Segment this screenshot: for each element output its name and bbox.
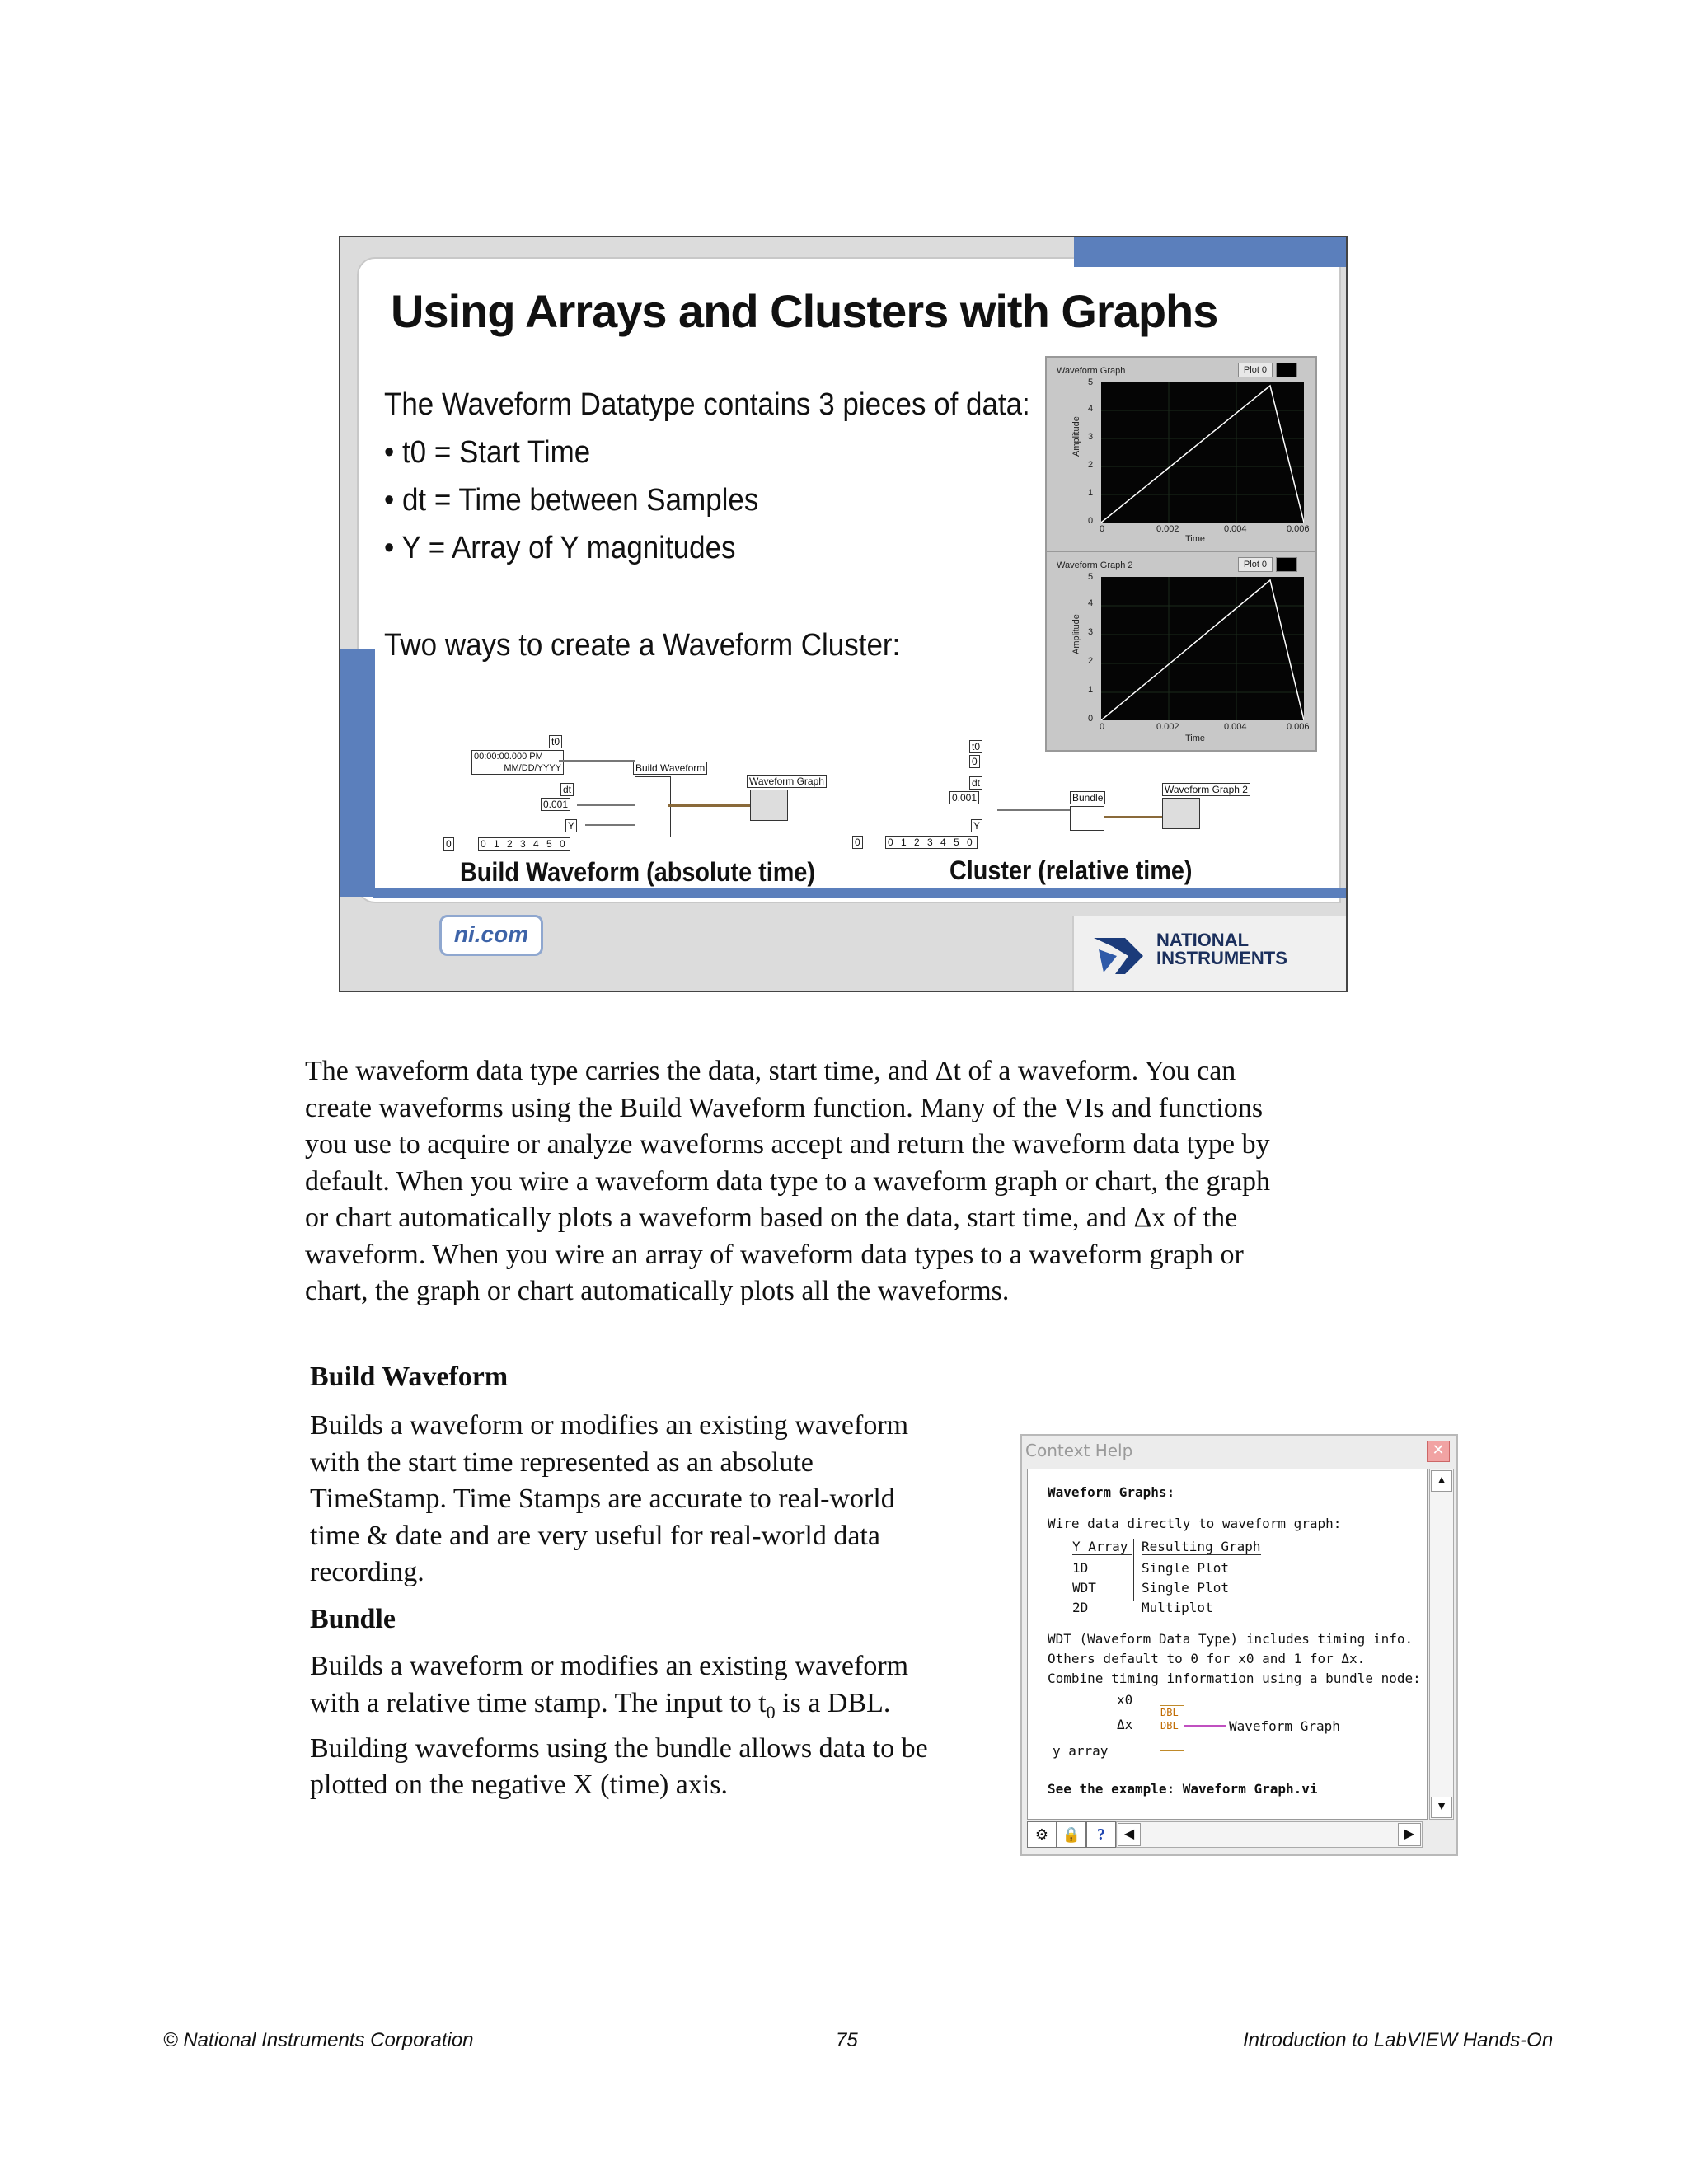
ni-logo-line1: NATIONAL — [1156, 930, 1250, 950]
table-divider — [1133, 1539, 1134, 1601]
paragraph-line: time & date and are very useful for real-world data — [310, 1520, 880, 1551]
yarray-label: y array — [1053, 1743, 1109, 1759]
paragraph-line: create waveforms using the Build Waveform function. Many of the VIs and functions — [305, 1092, 1264, 1123]
slide-accent-bottom — [373, 888, 1348, 898]
build-waveform-description — [310, 1408, 908, 1591]
wire — [585, 824, 635, 826]
bundle-heading: Bundle — [310, 1604, 396, 1634]
help-text: Combine timing information using a bundle node: — [1048, 1671, 1421, 1686]
waveform-graph-1 — [1045, 356, 1317, 552]
close-icon: ✕ — [1432, 1441, 1445, 1459]
x-tick: 0.002 — [1156, 524, 1179, 534]
plot-legend-swatch — [1276, 363, 1297, 377]
bundle-icon — [1160, 1705, 1184, 1751]
paragraph-text: is a DBL. — [775, 1687, 891, 1718]
plot-legend-swatch — [1276, 557, 1297, 572]
timestamp-format: MM/DD/YYYY — [504, 763, 561, 773]
paragraph-text: with a relative time stamp. The input to t — [310, 1687, 767, 1718]
paragraph-line: The waveform data type carries the data, start time, and Δt of a waveform. You can — [305, 1056, 1236, 1086]
graph-title: Waveform Graph — [1057, 366, 1126, 376]
vertical-scrollbar[interactable] — [1429, 1469, 1454, 1820]
paragraph-line: with the start time represented as an absolute — [310, 1446, 814, 1478]
wire — [997, 809, 1070, 811]
dt-value: 0.001 — [950, 791, 979, 804]
y-tick: 1 — [1088, 685, 1094, 695]
y-axis-label: Amplitude — [1071, 614, 1081, 654]
x-axis-label: Time — [1185, 733, 1206, 743]
plot-legend: Plot 0 — [1238, 363, 1273, 377]
ni-logo-line2: INSTRUMENTS — [1156, 948, 1287, 968]
slide-bullet: • Y = Array of Y magnitudes — [384, 531, 736, 565]
build-waveform-diagram — [437, 725, 849, 865]
help-text: WDT (Waveform Data Type) includes timing info. — [1048, 1631, 1414, 1647]
paragraph-line: chart, the graph or chart automatically plots all the waveforms. — [305, 1276, 1010, 1306]
dx-label: Δx — [1117, 1717, 1133, 1732]
y-tick: 2 — [1088, 656, 1094, 666]
subscript: 0 — [766, 1701, 776, 1722]
dt-label: dt — [969, 776, 982, 790]
build-waveform-node — [635, 776, 671, 837]
slide-title: Using Arrays and Clusters with Graphs — [391, 285, 1218, 337]
y-array: 0 1 2 3 4 5 0 — [478, 837, 570, 851]
table-cell: 1D — [1072, 1560, 1089, 1576]
ni-eagle-icon — [1092, 931, 1150, 981]
waveform-graph-2 — [1045, 551, 1317, 752]
timestamp-control — [471, 750, 564, 775]
close-button[interactable] — [1427, 1441, 1450, 1462]
timestamp-value: 00:00:00.000 PM — [474, 752, 543, 762]
table-cell: Single Plot — [1142, 1580, 1229, 1596]
bundle-description — [310, 1648, 928, 1804]
x-axis-label: Time — [1185, 534, 1206, 544]
plot-line — [1101, 382, 1304, 523]
y-tick: 4 — [1088, 404, 1094, 414]
paragraph-line: TimeStamp. Time Stamps are accurate to real-world — [310, 1483, 895, 1514]
wire — [668, 804, 750, 807]
waveform-graph-2-terminal — [1162, 798, 1200, 829]
x-tick: 0 — [1100, 524, 1105, 534]
x0-label: x0 — [1117, 1692, 1133, 1708]
plot-legend: Plot 0 — [1238, 557, 1273, 572]
wire — [577, 804, 635, 806]
wire — [559, 760, 635, 762]
dt-label: dt — [560, 783, 574, 796]
paragraph-line: default. When you wire a waveform data type to a waveform graph or chart, the graph — [305, 1165, 1270, 1197]
footer-right: Introduction to LabVIEW Hands-On — [1243, 2029, 1554, 2051]
build-waveform-heading: Build Waveform — [310, 1361, 509, 1392]
nicom-badge: ni.com — [439, 915, 543, 956]
table-cell: Multiplot — [1142, 1600, 1213, 1615]
x-tick: 0.002 — [1156, 722, 1179, 732]
table-header: Y Array — [1072, 1539, 1132, 1555]
dt-value: 0.001 — [541, 798, 570, 811]
x-tick: 0 — [1100, 722, 1105, 732]
x-tick: 0.006 — [1287, 722, 1310, 732]
ni-logo-text — [1156, 931, 1287, 968]
waveform-graph-label: Waveform Graph — [747, 775, 827, 788]
y-tick: 5 — [1088, 572, 1094, 582]
dbl-tag: DBL — [1160, 1720, 1179, 1732]
paragraph-line: Building waveforms using the bundle allows data to be — [310, 1732, 928, 1764]
y-tick: 0 — [1088, 516, 1094, 526]
page-number: 75 — [836, 2029, 858, 2051]
graph-title: Waveform Graph 2 — [1057, 560, 1133, 570]
array-index: 0 — [443, 837, 454, 851]
table-cell: WDT — [1072, 1580, 1096, 1596]
slide-bullet: • dt = Time between Samples — [384, 483, 759, 518]
y-tick: 0 — [1088, 714, 1094, 724]
intro-paragraph — [305, 1053, 1270, 1310]
y-tick: 5 — [1088, 377, 1094, 387]
plot-area — [1101, 382, 1304, 523]
paragraph-line: plotted on the negative X (time) axis. — [310, 1769, 729, 1801]
help-text: Others default to 0 for x0 and 1 for Δx. — [1048, 1651, 1366, 1666]
example-link[interactable]: See the example: Waveform Graph.vi — [1048, 1781, 1318, 1797]
paragraph-line: Builds a waveform or modifies an existing waveform — [310, 1410, 909, 1441]
slide-accent-top — [1074, 237, 1346, 267]
bundle-diagram — [849, 733, 1278, 865]
slide-bullet: • t0 = Start Time — [384, 435, 591, 470]
t0-value: 0 — [969, 755, 980, 768]
waveform-graph-2-label: Waveform Graph 2 — [1162, 783, 1250, 796]
lock-icon[interactable]: ⚙ — [1027, 1821, 1057, 1848]
context-help-content — [1027, 1469, 1428, 1820]
x-tick: 0.004 — [1224, 722, 1247, 732]
footer-left: © National Instruments Corporation — [163, 2029, 474, 2051]
y-tick: 2 — [1088, 460, 1094, 470]
y-label: Y — [971, 819, 982, 832]
y-label: Y — [565, 819, 577, 832]
scroll-right-icon[interactable]: ▶ — [1398, 1823, 1421, 1846]
y-axis-label: Amplitude — [1071, 416, 1081, 457]
paragraph-line: Builds a waveform or modifies an existing waveform — [310, 1651, 909, 1681]
table-cell: 2D — [1072, 1600, 1089, 1615]
caption-cluster: Cluster (relative time) — [950, 855, 1193, 885]
x-tick: 0.006 — [1287, 524, 1310, 534]
scroll-up-icon[interactable]: ▲ — [1431, 1470, 1452, 1492]
padlock-icon[interactable]: 🔒 — [1057, 1821, 1086, 1848]
y-array: 0 1 2 3 4 5 0 — [885, 836, 978, 849]
horizontal-scrollbar[interactable] — [1116, 1821, 1423, 1848]
y-tick: 3 — [1088, 432, 1094, 442]
scroll-down-icon[interactable]: ▼ — [1431, 1797, 1452, 1818]
caption-build-waveform: Build Waveform (absolute time) — [460, 857, 815, 887]
graph-label: Waveform Graph — [1229, 1718, 1340, 1734]
y-tick: 1 — [1088, 488, 1094, 498]
dbl-tag: DBL — [1160, 1707, 1179, 1718]
bundle-node — [1070, 806, 1104, 831]
y-tick: 3 — [1088, 627, 1094, 637]
t0-label: t0 — [549, 735, 562, 748]
slide-two-ways: Two ways to create a Waveform Cluster: — [384, 628, 901, 663]
bundle-label: Bundle — [1070, 791, 1105, 804]
table-header: Resulting Graph — [1142, 1539, 1261, 1554]
context-help-window — [1020, 1434, 1458, 1856]
slide-accent-left — [340, 649, 375, 897]
y-tick: 4 — [1088, 598, 1094, 608]
slide-intro: The Waveform Datatype contains 3 pieces of data: — [384, 387, 1030, 422]
paragraph-line: waveform. When you wire an array of waveform data types to a waveform graph or — [305, 1239, 1244, 1270]
wire — [1104, 816, 1162, 818]
x-tick: 0.004 — [1224, 524, 1247, 534]
plot-line — [1101, 577, 1304, 720]
plot-area — [1101, 577, 1304, 720]
context-help-title: Context Help — [1025, 1441, 1133, 1460]
paragraph-line — [310, 1685, 928, 1731]
scroll-left-icon[interactable]: ◀ — [1118, 1823, 1141, 1846]
help-heading: Waveform Graphs: — [1048, 1484, 1175, 1500]
help-text: Wire data directly to waveform graph: — [1048, 1516, 1342, 1531]
ni-logo-panel — [1072, 916, 1346, 991]
build-waveform-label: Build Waveform — [633, 762, 707, 775]
paragraph-line: recording. — [310, 1557, 424, 1587]
paragraph-line: or chart automatically plots a waveform based on the data, start time, and Δx of the — [305, 1202, 1238, 1233]
paragraph-line: you use to acquire or analyze waveforms accept and return the waveform data type by — [305, 1129, 1270, 1160]
wire — [1184, 1725, 1226, 1727]
waveform-graph-terminal — [750, 790, 788, 821]
help-icon[interactable]: ? — [1086, 1821, 1116, 1848]
t0-label: t0 — [969, 740, 982, 753]
array-index: 0 — [852, 836, 863, 849]
table-cell: Single Plot — [1142, 1560, 1229, 1576]
